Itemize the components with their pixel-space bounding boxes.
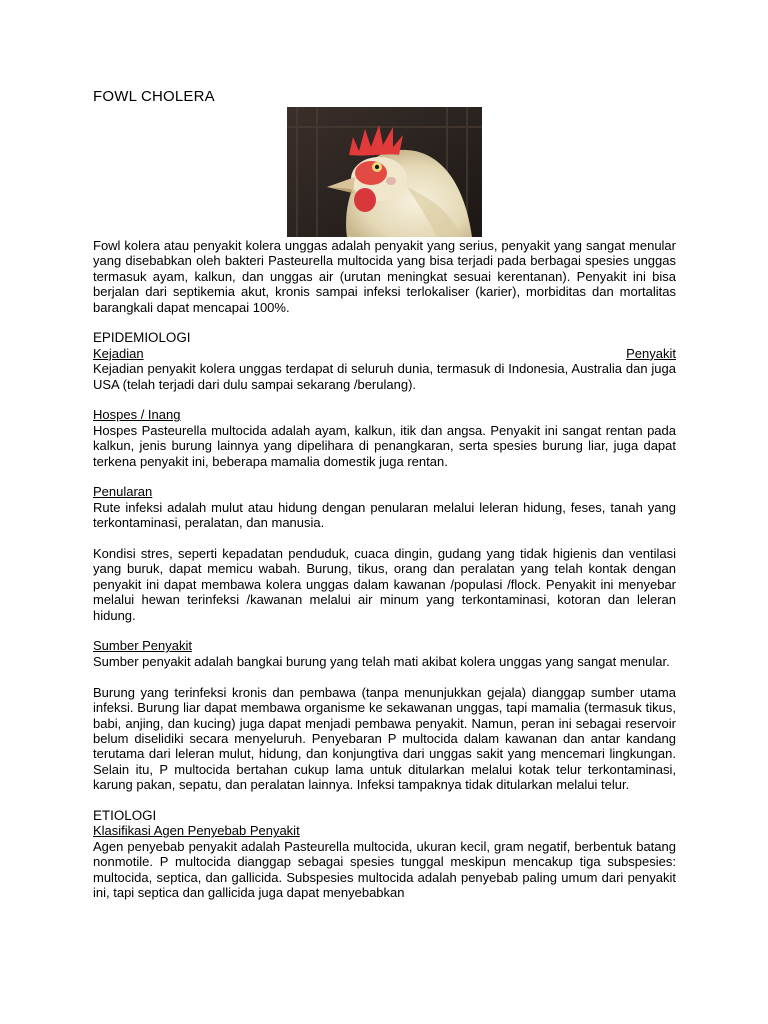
document-title: FOWL CHOLERA (93, 88, 215, 105)
epidemiologi-heading: EPIDEMIOLOGI (93, 330, 191, 346)
etiologi-heading: ETIOLOGI (93, 807, 157, 823)
kejadian-label-left: Kejadian (93, 345, 144, 361)
klasifikasi-paragraph: Agen penyebab penyakit adalah Pasteurella multocida, ukuran kecil, gram negatif, berbentuk batang nonmotile. P multocida dianggap sebagai spesies tunggal meskipun mencakup tiga subspesies: multocida, septica, dan gallicida. Subspesies multocida adalah penyebab paling umum dari penyakit ini, tapi septica dan gallicida juga dapat menyebabkan (93, 838, 676, 900)
kejadian-paragraph: Kejadian penyakit kolera unggas terdapat di seluruh dunia, termasuk di Indonesia, Australia dan juga USA (telah terjadi dari dulu sampai sekarang /berulang). (93, 361, 676, 392)
penularan-subheading: Penularan (93, 484, 153, 500)
document-body (93, 238, 676, 900)
kejadian-label-right: Penyakit (626, 345, 676, 361)
hospes-paragraph: Hospes Pasteurella multocida adalah ayam, kalkun, itik dan angsa. Penyakit ini sangat rentan pada kalkun, jenis burung lainnya yang dipelihara di penangkaran, serta spesies burung liar, juga dapat terkena penyakit ini, beberapa mamalia domestik juga rentan. (93, 422, 676, 469)
kondisi-paragraph: Kondisi stres, seperti kepadatan penduduk, cuaca dingin, gudang yang tidak higienis dan ventilasi yang buruk, dapat memicu wabah. Burung, tikus, orang dan peralatan yang telah kontak dengan penyakit ini dapat membawa kolera unggas dalam kawanan /populasi /flock. Penyakit ini menyebar melalui hewan terinfeksi /kawanan melalui air minum yang terkontaminasi, kotoran dan leleran hidung. (93, 546, 676, 623)
hospes-subheading: Hospes / Inang (93, 407, 181, 423)
burung-paragraph: Burung yang terinfeksi kronis dan pembawa (tanpa menunjukkan gejala) dianggap sumber utama infeksi. Burung liar dapat membawa organisme ke sekawanan unggas, tapi mamalia (termasuk tikus, babi, anjing, dan kucing) juga dapat menjadi pembawa penyakit. Namun, peran ini sebagai reservoir belum diselidiki secara menyeluruh. Penyebaran P multocida dalam kawanan dan antar kandang terutama dari leleran mulut, hidung, dan konjungtiva dari unggas sakit yang mencemari lingkungan. Selain itu, P multocida bertahan cukup lama untuk ditularkan melalui kotak telur terkontaminasi, karung pakan, sepatu, dan peralatan lainnya. Infeksi tampaknya tidak ditularkan melalui telur. (93, 684, 676, 793)
chicken-photo (287, 107, 482, 237)
penularan-paragraph: Rute infeksi adalah mulut atau hidung dengan penularan melalui leleran hidung, feses, tanah yang terkontaminasi, peralatan, dan manusia. (93, 499, 676, 531)
sumber-subheading: Sumber Penyakit (93, 638, 192, 654)
kejadian-subheading (93, 346, 676, 361)
klasifikasi-subheading: Klasifikasi Agen Penyebab Penyakit (93, 823, 300, 839)
sumber-paragraph: Sumber penyakit adalah bangkai burung yang telah mati akibat kolera unggas yang sangat menular. (93, 653, 670, 669)
intro-paragraph: Fowl kolera atau penyakit kolera unggas adalah penyakit yang serius, penyakit yang sangat menular yang disebabkan oleh bakteri Pasteurella multocida yang bisa terjadi pada berbagai spesies unggas termasuk ayam, kalkun, dan unggas air (urutan meningkat sesuai kerentanan). Penyakit ini bisa berjalan dari septikemia akut, kronis sampai infeksi terlokaliser (karier), morbiditas dan mortalitas barangkali dapat mencapai 100%. (93, 238, 676, 315)
